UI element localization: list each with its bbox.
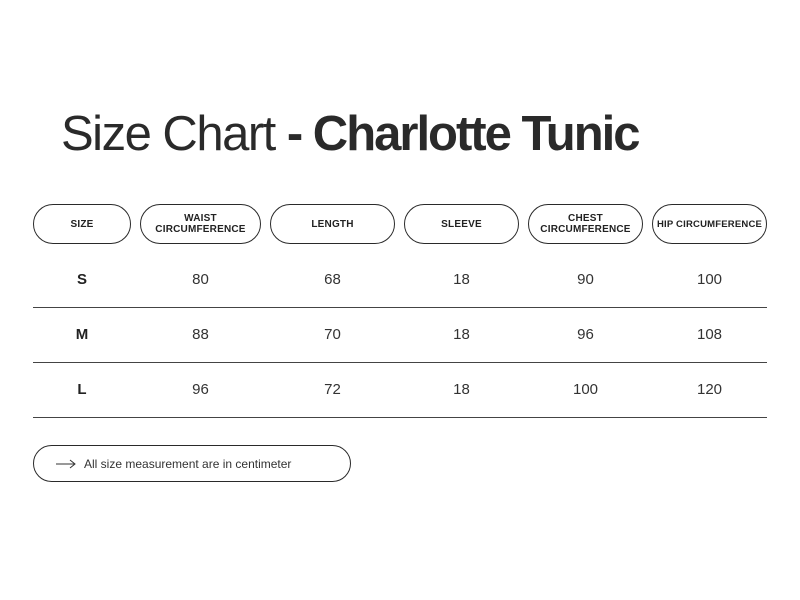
cell-sleeve: 18 bbox=[453, 271, 470, 288]
table-row bbox=[33, 362, 767, 418]
title-bold: - Charlotte Tunic bbox=[286, 107, 639, 161]
cell-size: M bbox=[75, 326, 89, 343]
header-length bbox=[270, 204, 395, 244]
title-light: Size Chart bbox=[61, 107, 287, 161]
header-waist-line1: WAIST bbox=[184, 213, 217, 224]
cell-hip: 120 bbox=[696, 381, 723, 398]
measurement-note bbox=[33, 445, 351, 482]
cell-hip: 100 bbox=[696, 271, 723, 288]
cell-size: S bbox=[76, 271, 87, 288]
note-text: All size measurement are in centimeter bbox=[84, 456, 292, 471]
header-waist-line2: CIRCUMFERENCE bbox=[155, 224, 246, 235]
header-hip bbox=[652, 204, 767, 244]
cell-sleeve: 18 bbox=[453, 381, 470, 398]
header-chest-line2: CIRCUMFERENCE bbox=[540, 224, 631, 235]
cell-waist: 96 bbox=[192, 381, 209, 398]
header-waist bbox=[140, 204, 261, 244]
cell-hip: 108 bbox=[696, 326, 723, 343]
header-length-label: LENGTH bbox=[311, 218, 354, 230]
cell-chest: 90 bbox=[577, 271, 594, 288]
cell-waist: 88 bbox=[192, 326, 209, 343]
header-sleeve-label: SLEEVE bbox=[441, 218, 482, 230]
header-chest bbox=[528, 204, 643, 244]
header-sleeve bbox=[404, 204, 519, 244]
cell-length: 70 bbox=[324, 326, 341, 343]
cell-size: L bbox=[77, 381, 87, 398]
cell-chest: 100 bbox=[572, 381, 599, 398]
table-row bbox=[33, 307, 767, 363]
cell-chest: 96 bbox=[577, 326, 594, 343]
table-row bbox=[33, 252, 767, 308]
header-size-label: SIZE bbox=[70, 218, 94, 230]
header-hip-label: HIP CIRCUMFERENCE bbox=[656, 218, 763, 230]
cell-length: 72 bbox=[324, 381, 341, 398]
cell-sleeve: 18 bbox=[453, 326, 470, 343]
cell-length: 68 bbox=[324, 271, 341, 288]
header-size bbox=[33, 204, 131, 244]
header-chest-line1: CHEST bbox=[568, 213, 603, 224]
page-title bbox=[61, 104, 639, 164]
cell-waist: 80 bbox=[192, 271, 209, 288]
arrow-right-icon bbox=[55, 459, 77, 469]
